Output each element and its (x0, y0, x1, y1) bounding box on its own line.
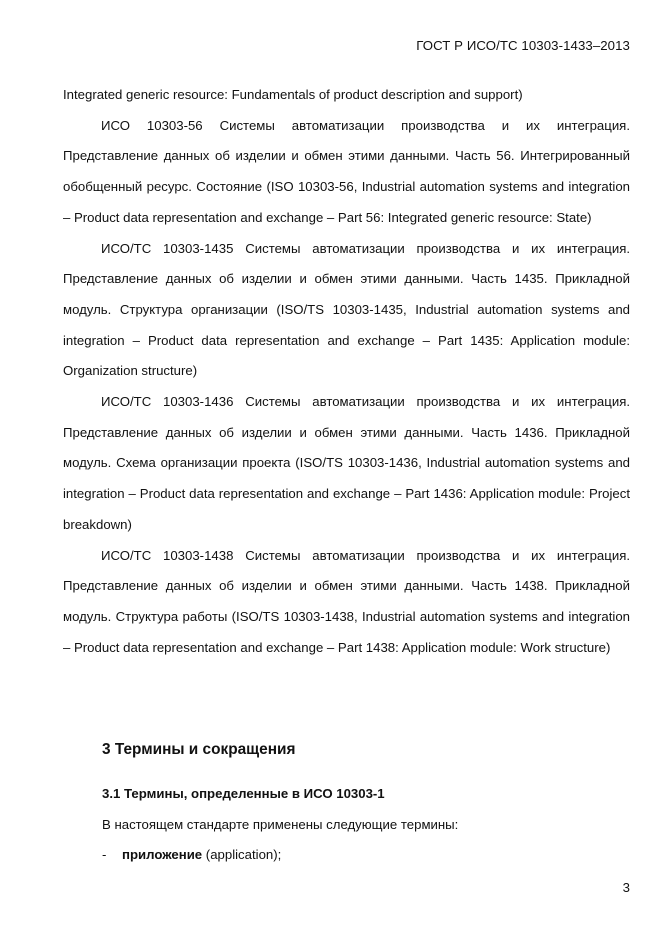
page-number: 3 (622, 880, 630, 895)
references-list (63, 80, 630, 663)
terms-intro: В настоящем стандарте применены следующие термины: (102, 817, 459, 832)
list-dash: - (102, 847, 107, 862)
section-heading: 3 Термины и сокращения (102, 741, 296, 758)
term-name: приложение (122, 847, 203, 862)
reference-continuation: Integrated generic resource: Fundamentals of product description and support) (63, 87, 523, 102)
list-item (102, 843, 281, 867)
reference-iso-ts-10303-1435: ИСО/ТС 10303-1435 Системы автоматизации производства и их интеграция. Представление данных об изделии и обмен этими данными. Часть 1435. Прикладной модуль. Структура организации (ISO/TS 10303-1435, Industrial automation systems and integration – Product data representation and exchange – Part 1435: Application module: Organization structure) (63, 240, 630, 379)
document-code: ГОСТ Р ИСО/ТС 10303-1433–2013 (416, 38, 630, 53)
reference-iso-10303-56: ИСО 10303-56 Системы автоматизации производства и их интеграция. Представление данных об изделии и обмен этими данными. Часть 56. Интегрированный обобщенный ресурс. Состояние (ISO 10303-56, Industrial automation systems and integration – Product data representation and exchange – Part 56: Integrated generic resource: State) (63, 117, 630, 225)
reference-iso-ts-10303-1438: ИСО/ТС 10303-1438 Системы автоматизации производства и их интеграция. Представление данных об изделии и обмен этими данными. Часть 1438. Прикладной модуль. Структура работы (ISO/TS 10303-1438, Industrial automation systems and integration – Product data representation and exchange – Part 1438: Application module: Work structure) (63, 547, 630, 655)
subsection-heading: 3.1 Термины, определенные в ИСО 10303-1 (102, 786, 385, 801)
term-definition: (application); (202, 847, 282, 862)
reference-iso-ts-10303-1436: ИСО/ТС 10303-1436 Системы автоматизации производства и их интеграция. Представление данных об изделии и обмен этими данными. Часть 1436. Прикладной модуль. Схема организации проекта (ISO/TS 10303-1436, Industrial automation systems and integration – Product data representation and exchange – Part 1436: Application module: Project breakdown) (63, 394, 630, 532)
